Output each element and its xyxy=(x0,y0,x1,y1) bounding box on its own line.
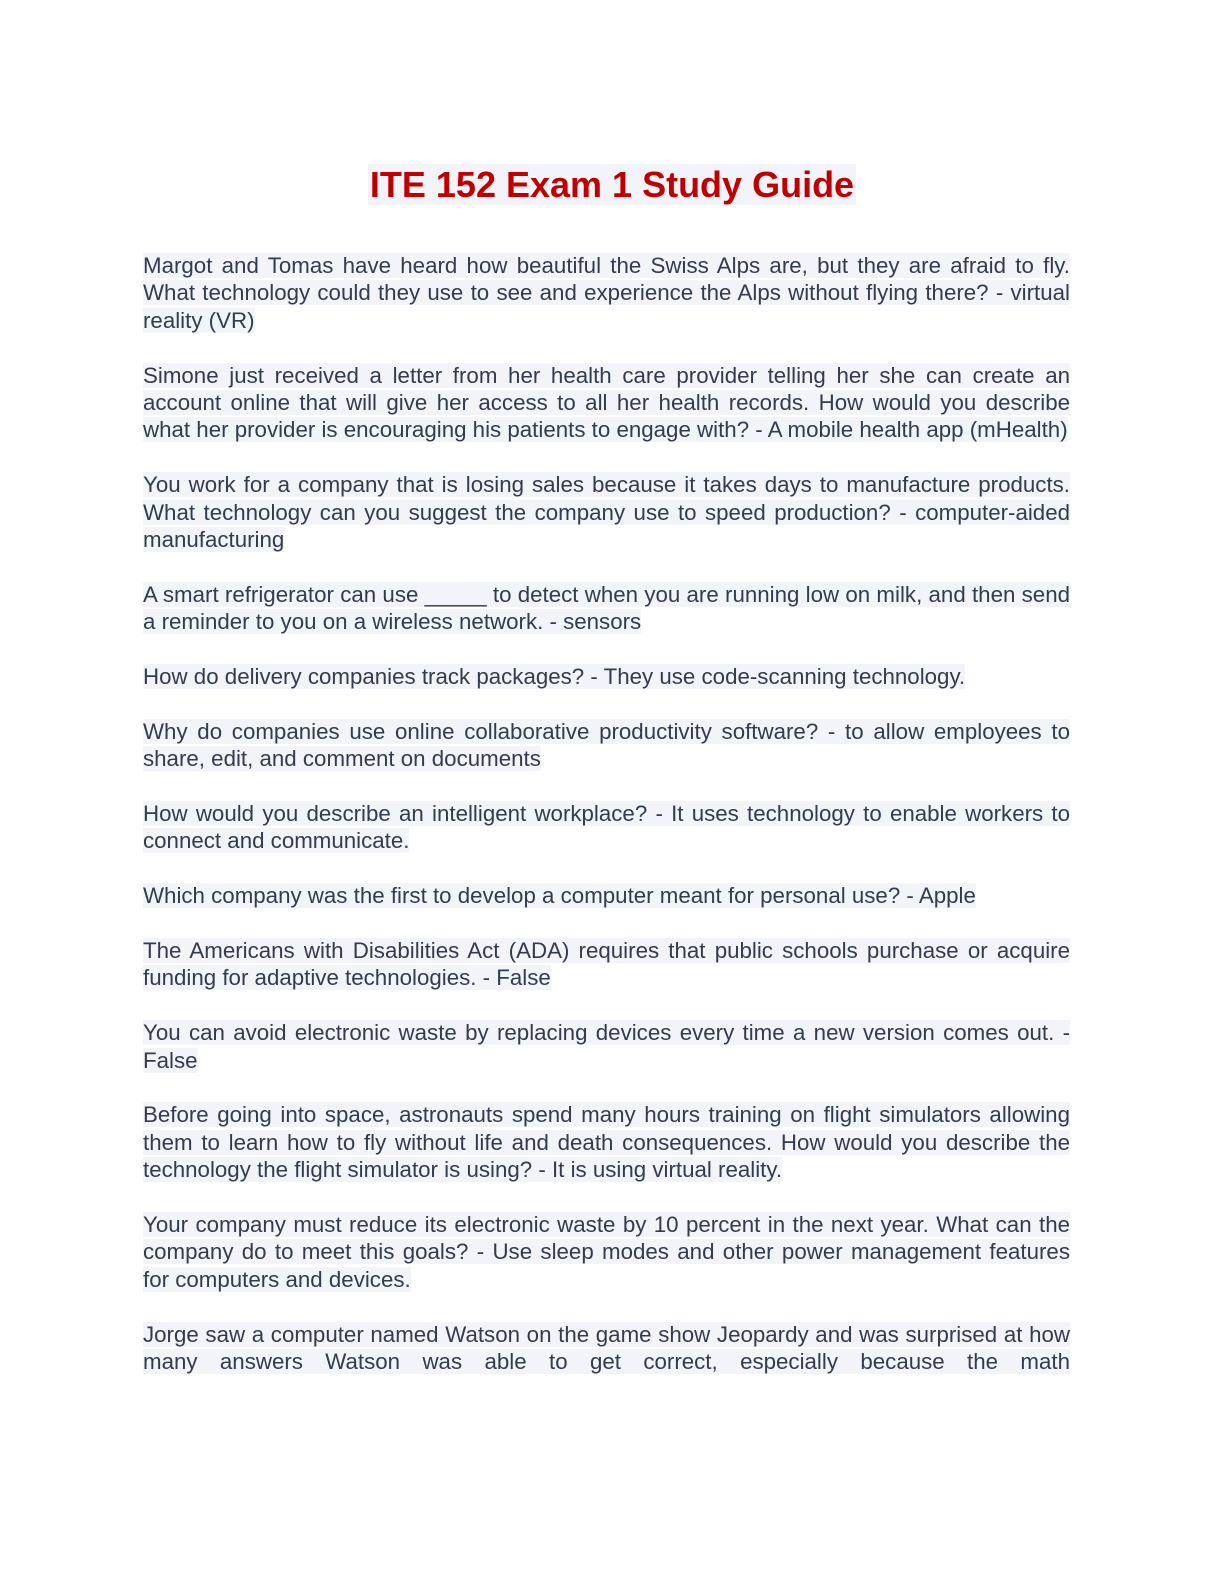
question-answer-paragraph xyxy=(143,663,1070,690)
question-answer-paragraph-continued xyxy=(143,1321,1070,1376)
paragraph-text: Which company was the first to develop a computer meant for personal use? - Apple xyxy=(143,883,976,909)
question-answer-paragraph xyxy=(143,937,1070,992)
question-answer-paragraph xyxy=(143,1211,1070,1293)
paragraph-text: Simone just received a letter from her health care provider telling her she can create an account online that will give her access to all her health records. How would you describe what her provider is encouraging his patients to engage with? - A mobile health app (mHealth) xyxy=(143,362,1070,443)
question-answer-paragraph xyxy=(143,1019,1070,1074)
question-answer-paragraph xyxy=(143,581,1070,636)
paragraph-text: Jorge saw a computer named Watson on the game show Jeopardy and was surprised at how many answers Watson was able to get correct, especially because the math xyxy=(143,1321,1070,1375)
paragraph-text: A smart refrigerator can use _____ to detect when you are running low on milk, and then send a reminder to you on a wireless network. - sensors xyxy=(143,581,1070,635)
document-title-text: ITE 152 Exam 1 Study Guide xyxy=(369,164,855,206)
question-answer-paragraph xyxy=(143,882,1070,909)
question-answer-paragraph xyxy=(143,252,1070,334)
paragraph-text: The Americans with Disabilities Act (ADA) requires that public schools purchase or acquire funding for adaptive technologies. - False xyxy=(143,938,1070,991)
study-guide-body xyxy=(143,252,1070,1403)
paragraph-text: Margot and Tomas have heard how beautiful the Swiss Alps are, but they are afraid to fly. What technology could they use to see and experience the Alps without flying there? - virtual reality (VR) xyxy=(143,253,1070,333)
paragraph-text: How do delivery companies track packages? - They use code-scanning technology. xyxy=(143,664,966,690)
question-answer-paragraph xyxy=(143,1101,1070,1183)
paragraph-text: Why do companies use online collaborative productivity software? - to allow employees to share, edit, and comment on documents xyxy=(143,718,1070,772)
question-answer-paragraph xyxy=(143,800,1070,855)
document-title xyxy=(0,162,1224,208)
paragraph-text: Before going into space, astronauts spend many hours training on flight simulators allowing them to learn how to fly without life and death consequences. How would you describe the technology the flight simulator is using? - It is using virtual reality. xyxy=(143,1102,1070,1183)
paragraph-text: How would you describe an intelligent workplace? - It uses technology to enable workers to connect and communicate. xyxy=(143,801,1070,854)
paragraph-text: You work for a company that is losing sales because it takes days to manufacture products. What technology can you suggest the company use to speed production? - computer-aided manufacturing xyxy=(143,472,1070,553)
paragraph-text: You can avoid electronic waste by replacing devices every time a new version comes out. - False xyxy=(143,1020,1070,1073)
paragraph-text: Your company must reduce its electronic waste by 10 percent in the next year. What can the company do to meet this goals? - Use sleep modes and other power management features for computers and devices. xyxy=(143,1212,1070,1292)
question-answer-paragraph xyxy=(143,471,1070,553)
question-answer-paragraph xyxy=(143,718,1070,773)
question-answer-paragraph xyxy=(143,362,1070,444)
